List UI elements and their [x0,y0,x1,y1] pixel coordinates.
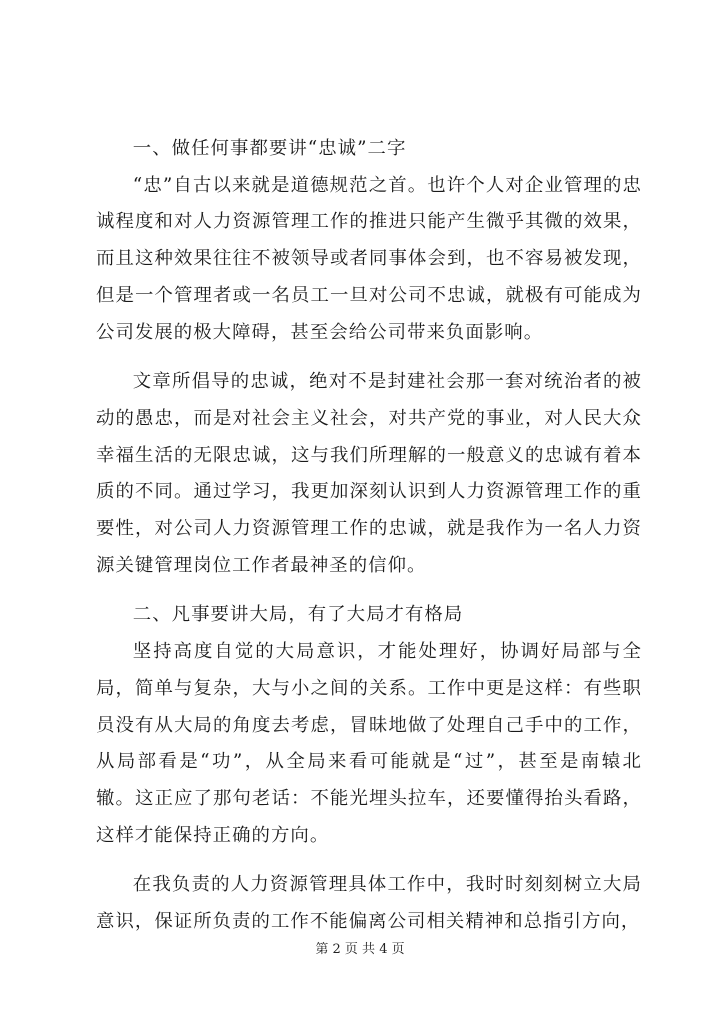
paragraph-big-picture-practice: 在我负责的人力资源管理具体工作中，我时时刻刻树立大局意识，保证所负责的工作不能偏离公司相关精神和总指引方向， [96,874,642,933]
paragraph-loyalty-meaning: 文章所倡导的忠诚，绝对不是封建社会那一套对统治者的被动的愚忠，而是对社会主义社会，对共产党的事业，对人民大众幸福生活的无限忠诚，这与我们所理解的一般意义的忠诚有着本质的不同。通过学习，我更加深刻认识到人力资源管理工作的重要性，对公司人力资源管理工作的忠诚，就是我作为一名人力资源关键管理岗位工作者最神圣的信仰。 [96,371,642,576]
paragraph-loyalty-intro: “忠”自古以来就是道德规范之首。也许个人对企业管理的忠诚程度和对人力资源管理工作的推进只能产生微乎其微的效果，而且这种效果往往不被领导或者同事体会到，也不容易被发现，但是一个管理者或一名员工一旦对公司不忠诚，就极有可能成为公司发展的极大障碍，甚至会给公司带来负面影响。 [96,174,642,343]
paragraph-big-picture-awareness: 坚持高度自觉的大局意识，才能处理好，协调好局部与全局，简单与复杂，大与小之间的关系。工作中更是这样：有些职员没有从大局的角度去考虑，冒昧地做了处理自己手中的工作，从局部看是“功”，从全局来看可能就是“过”，甚至是南辕北辙。这正应了那句老话：不能光埋头拉车，还要懂得抬头看路，这样才能保持正确的方向。 [96,641,642,846]
document-body [96,131,642,954]
section-heading-big-picture: 二、凡事要讲大局，有了大局才有格局 [132,604,464,626]
page-footer: 第 2 页 共 4 页 [315,942,405,957]
section-heading-loyalty: 一、做任何事都要讲“忠诚”二字 [132,138,407,159]
